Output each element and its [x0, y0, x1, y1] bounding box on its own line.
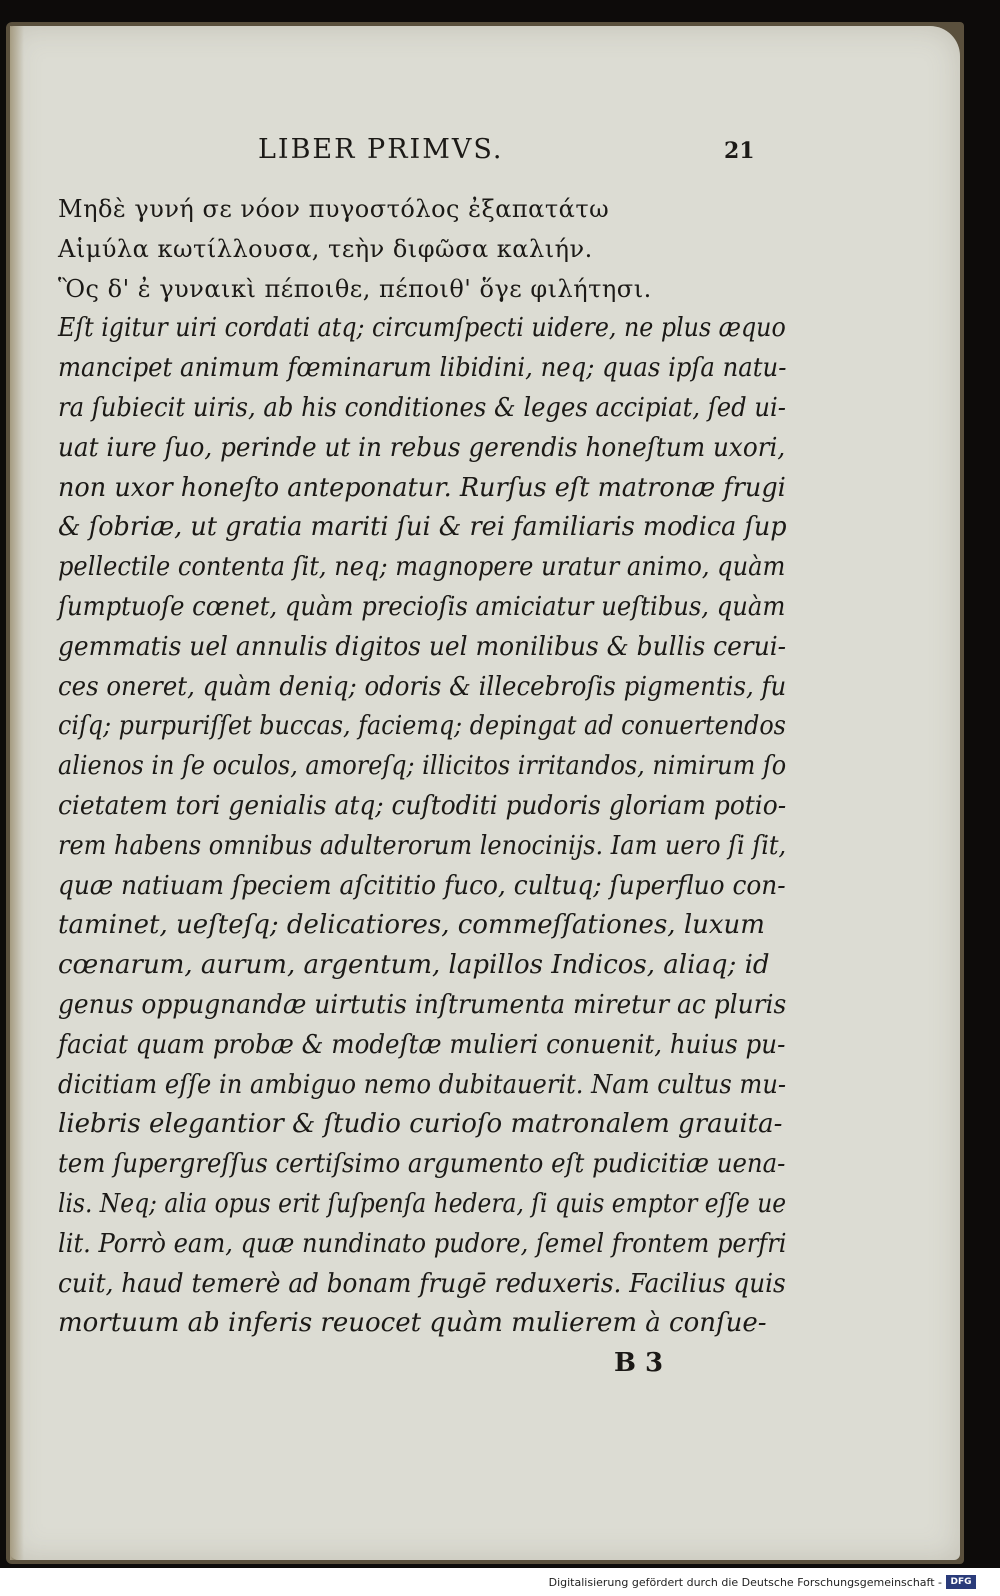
text-line: & ſobriæ, ut gratia mariti ſui & rei familiaris modica ſup [58, 512, 787, 543]
text-line: taminet, ueſteſq; delicatiores, commeſſationes, luxum [58, 910, 765, 941]
text-line: faciat quam probæ & modeſtæ mulieri conuenit, huius pu- [58, 1029, 786, 1060]
text-line: ra ſubiecit uiris, ab his conditiones & leges accipiat, ſed ui- [58, 392, 786, 423]
text-line: uat iure ſuo, perinde ut in rebus gerendis honeſtum uxori, [58, 432, 786, 463]
signature-mark: B 3 [614, 1348, 664, 1378]
dfg-logo[interactable]: DFG [946, 1575, 976, 1589]
text-line: dicitiam eſſe in ambiguo nemo dubitauerit. Nam cultus mu- [58, 1069, 787, 1100]
text-line: lis. Neq; alia opus erit ſuſpenſa hedera, ſi quis emptor eſſe ue [58, 1188, 787, 1219]
greek-line: Μηδὲ γυνή σε νόον πυγοστόλος ἐξαπατάτω [58, 195, 610, 223]
footer-bar [0, 1568, 1000, 1596]
text-line: tem ſupergreſſus certiſsimo argumento eſt pudicitiæ uena- [58, 1149, 786, 1180]
text-line: Eſt igitur uiri cordati atq; circumſpecti uidere, ne plus æquo [58, 313, 786, 344]
funding-credit: Digitalisierung gefördert durch die Deutsche Forschungsgemeinschaft - [548, 1576, 942, 1589]
text-line: gemmatis uel annulis digitos uel monilibus & bullis cerui- [58, 631, 787, 662]
page-gutter-shadow [10, 26, 24, 1560]
text-line: lit. Porrò eam, quæ nundinato pudore, ſemel frontem perfri [58, 1228, 787, 1259]
page-header [10, 134, 960, 174]
text-line: non uxor honeſto anteponatur. Rurſus eſt matronæ frugi [58, 472, 786, 503]
text-line: rem habens omnibus adulterorum lenocinijs. Iam uero ſi ſit, [58, 830, 787, 861]
text-line: quæ natiuam ſpeciem aſcititio fuco, cultuq; ſuperfluo con- [58, 870, 786, 901]
text-line: genus oppugnandæ uirtutis inſtrumenta miretur ac pluris [58, 989, 787, 1020]
text-line: ſumptuoſe cœnet, quàm precioſis amiciatur ueſtibus, quàm [58, 591, 786, 622]
text-line: ciſq; purpuriſſet buccas, faciemq; depingat ad conuertendos [58, 711, 786, 742]
text-line: cœnarum, aurum, argentum, lapillos Indicos, aliaq; id [58, 950, 770, 981]
running-head: LIBER PRIMVS. [258, 134, 504, 165]
book-page [10, 26, 960, 1560]
text-line: mancipet animum fœminarum libidini, neq; quas ipſa natu- [58, 353, 787, 384]
text-line: alienos in ſe oculos, amoreſq; illicitos irritandos, nimirum ſo [58, 751, 787, 782]
greek-line: Ὃς δ' ἐ γυναικὶ πέποιθε, πέποιθ' ὅγε φιλήτησι. [58, 274, 652, 303]
text-line: cuit, haud temerè ad bonam frugē reduxeris. Facilius quis [58, 1268, 786, 1299]
text-line: cietatem tori genialis atq; cuſtoditi pudoris gloriam potio- [58, 790, 787, 821]
text-line: mortuum ab inferis reuocet quàm mulierem à conſue- [58, 1308, 767, 1339]
body-text [58, 190, 787, 1344]
page-number: 21 [724, 138, 755, 164]
text-line: liebris elegantior & ſtudio curioſo matronalem grauita- [58, 1109, 783, 1140]
text-line: ces oneret, quàm deniq; odoris & illecebroſis pigmentis, fu [58, 671, 787, 702]
text-line: pellectile contenta ſit, neq; magnopere uratur animo, quàm [58, 552, 786, 583]
greek-line: Αἱμύλα κωτίλλουσα, τεὴν διφῶσα καλιήν. [58, 234, 593, 263]
